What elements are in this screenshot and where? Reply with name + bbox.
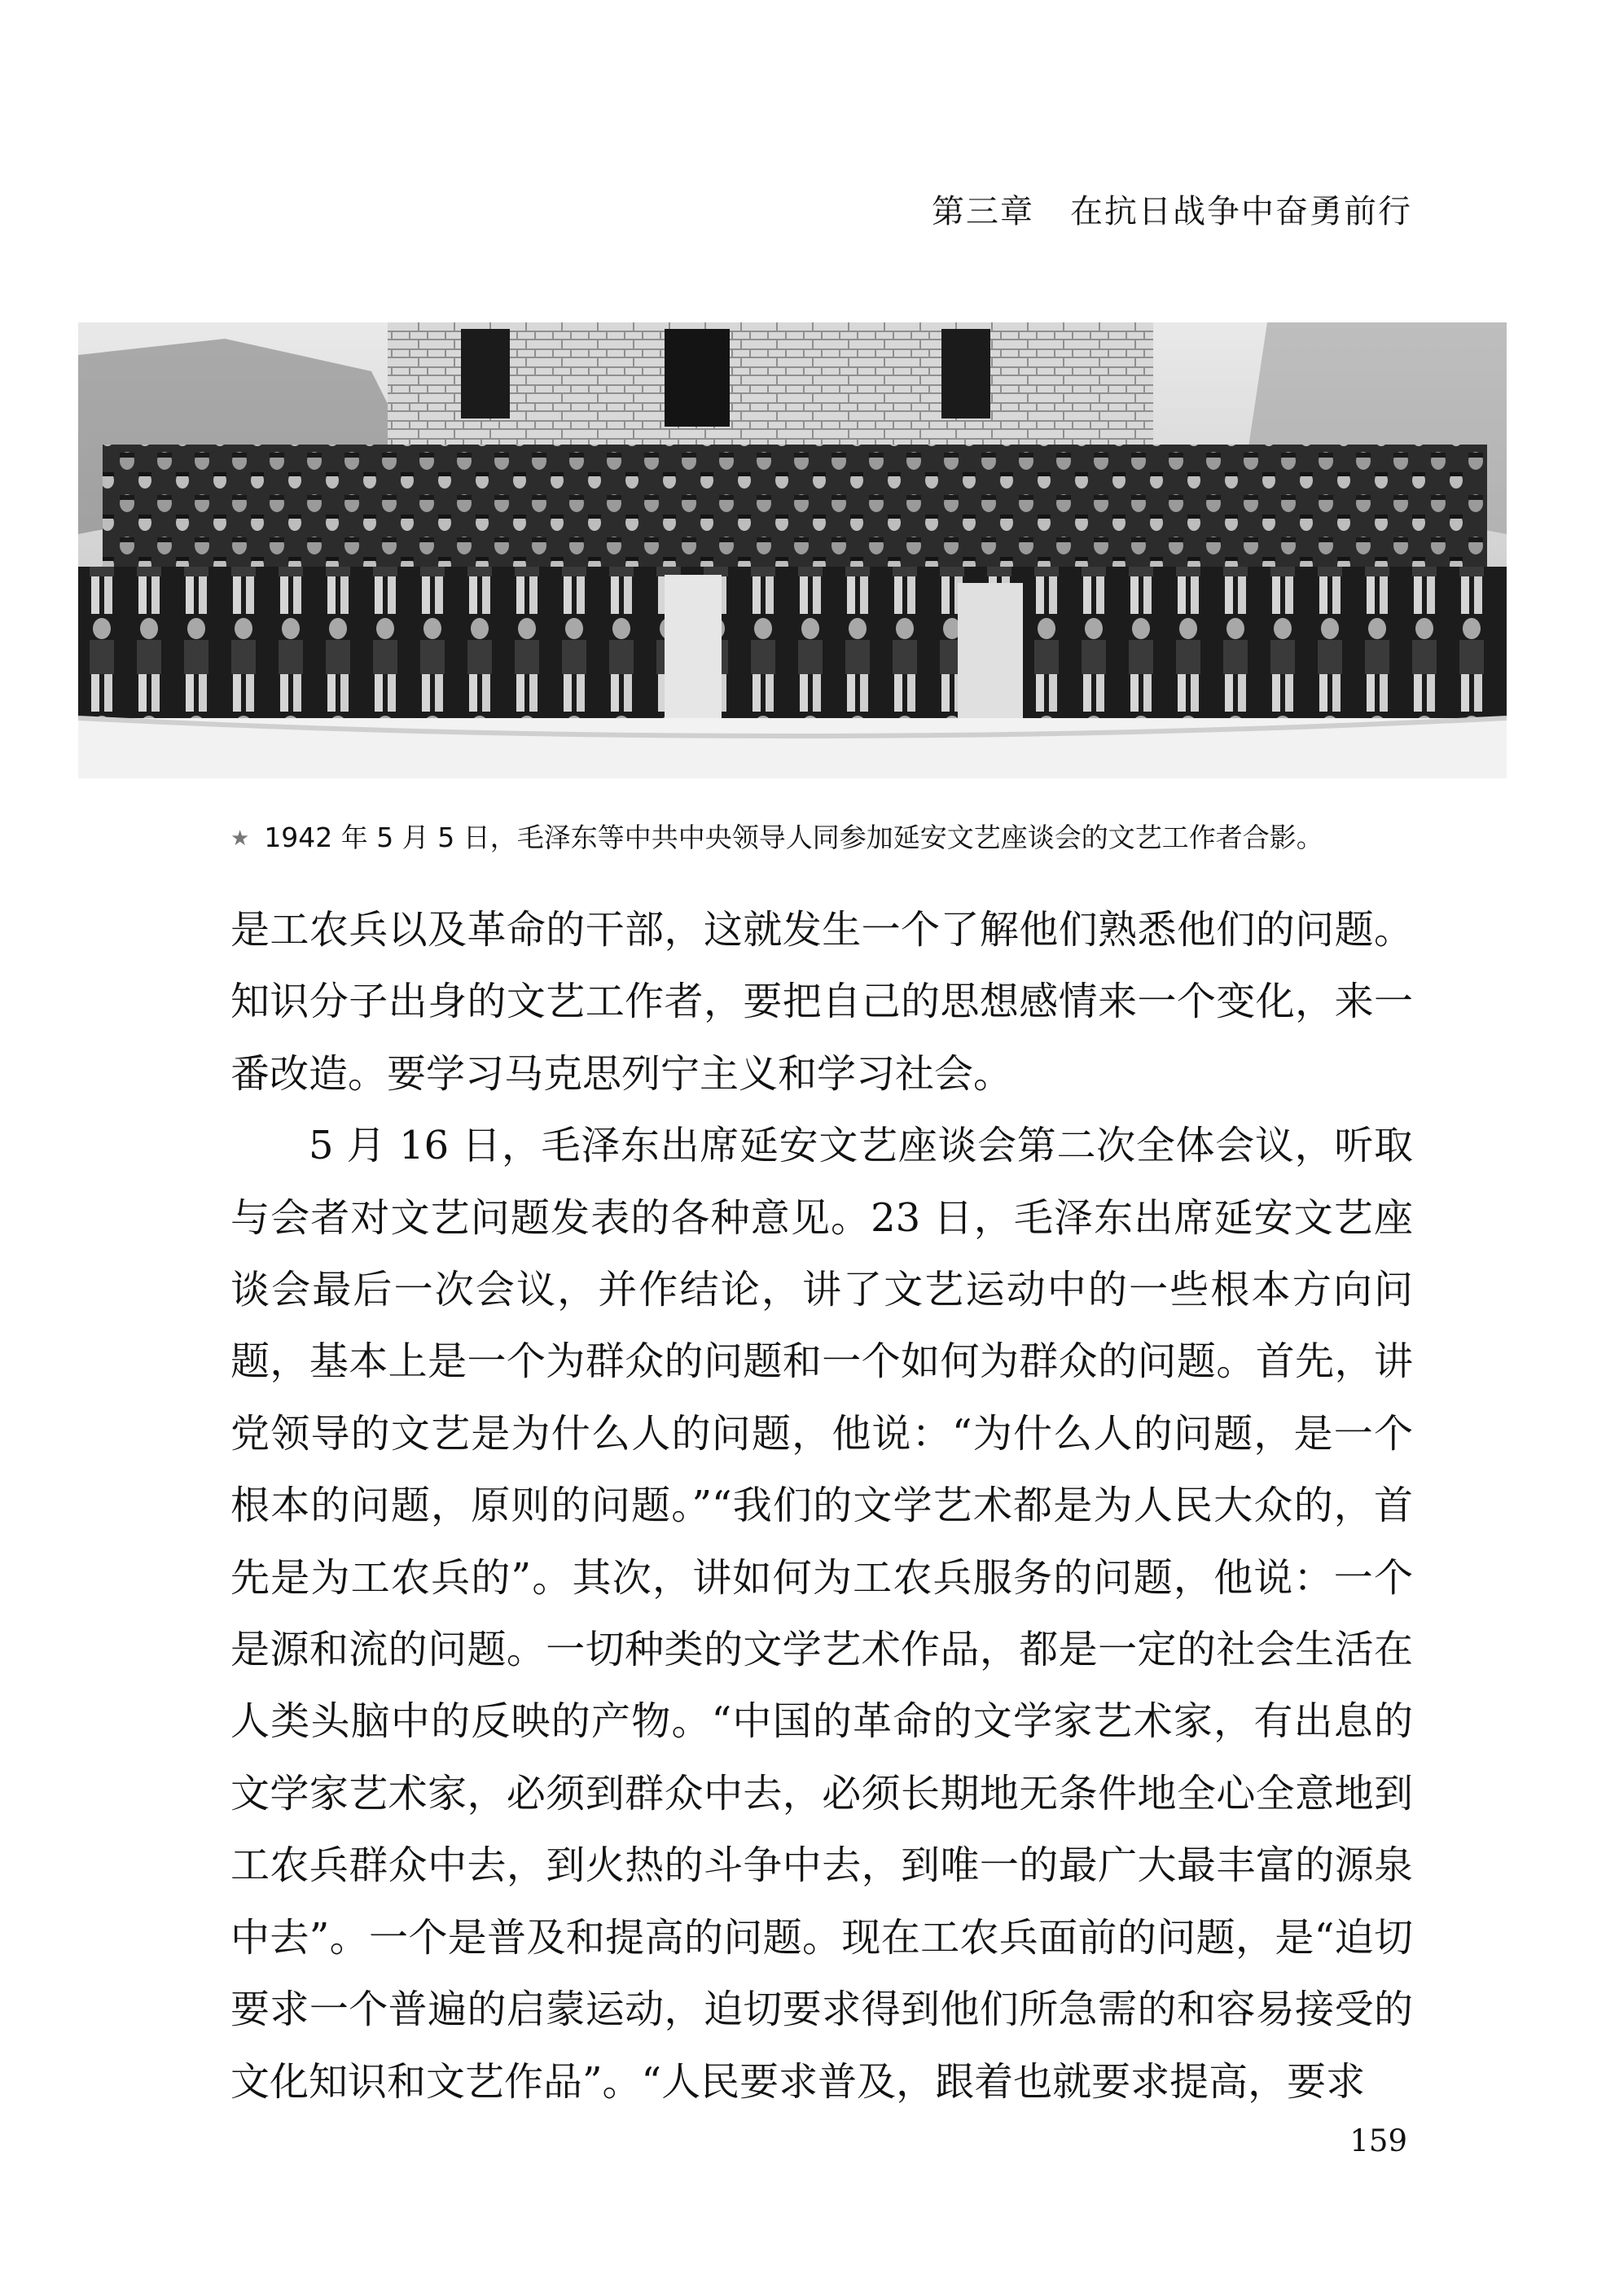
group-photo	[78, 322, 1507, 778]
running-head	[932, 186, 1412, 232]
page-number: 159	[1349, 2123, 1407, 2158]
photo-caption	[230, 817, 1468, 855]
paragraph-2: 5 月 16 日，毛泽东出席延安文艺座谈会第二次全体会议，听取与会者对文艺问题发表的各种意见。23 日，毛泽东出席延安文艺座谈会最后一次会议，并作结论，讲了文艺运动中的一些根本方向问题，基本上是一个为群众的问题和一个如何为群众的问题。首先，讲党领导的文艺是为什么人的问题，他说：“为什么人的问题，是一个根本的问题，原则的问题。”“我们的文学艺术都是为人民大众的，首先是为工农兵的”。其次，讲如何为工农兵服务的问题，他说：一个是源和流的问题。一切种类的文学艺术作品，都是一定的社会生活在人类头脑中的反映的产物。“中国的革命的文学家艺术家，有出息的文学家艺术家，必须到群众中去，必须长期地无条件地全心全意地到工农兵群众中去，到火热的斗争中去，到唯一的最广大最丰富的源泉中去”。一个是普及和提高的问题。现在工农兵面前的问题，是“迫切要求一个普遍的启蒙运动，迫切要求得到他们所急需的和容易接受的文化知识和文艺作品”。“人民要求普及，跟着也就要求提高，要求	[230, 1123, 1413, 2105]
chapter-title: 在抗日战争中奋勇前行	[1070, 193, 1412, 230]
chapter-number: 第三章	[932, 193, 1034, 230]
paragraph-1: 是工农兵以及革命的干部，这就发生一个了解他们熟悉他们的问题。知识分子出身的文艺工作者，要把自己的思想感情来一个变化，来一番改造。要学习马克思列宁主义和学习社会。	[230, 907, 1413, 1097]
star-icon: ★	[230, 826, 250, 851]
group-photo-icon	[78, 322, 1507, 778]
body-text	[230, 894, 1413, 2118]
caption-text: 1942 年 5 月 5 日，毛泽东等中共中央领导人同参加延安文艺座谈会的文艺工作者合影。	[264, 822, 1323, 853]
